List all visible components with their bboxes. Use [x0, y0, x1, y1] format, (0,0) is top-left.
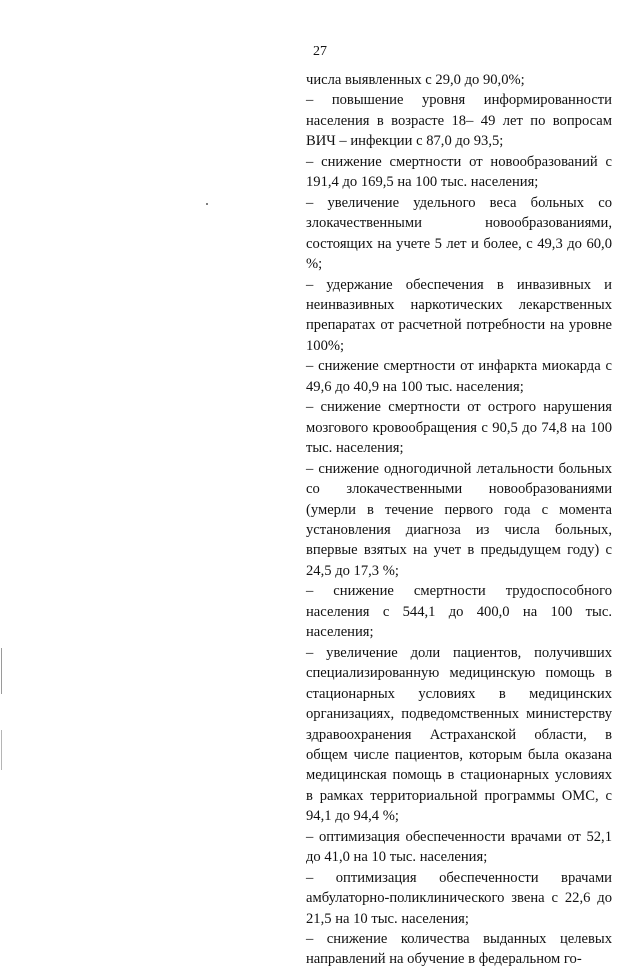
paragraph: – снижение смертности от инфаркта миокарда с 49,6 до 40,9 на 100 тыс. населения;	[306, 358, 612, 395]
paragraph: – оптимизация обеспеченности врачами от 52,1 до 41,0 на 10 тыс. населения;	[306, 828, 612, 866]
scan-edge-mark	[1, 730, 2, 770]
paragraph: – увеличение доли пациентов, получивших специализированную медицинскую помощь в стационарных условиях в медицинских организациях, подведомственных министерству здравоохранения Астраханской области, в общем числе пациентов, которым была оказана медицинская помощь в стационарных условиях в рамках территориальной программы ОМС, с 94,1 до 94,4 %;	[306, 644, 612, 825]
paragraph: – оптимизация обеспеченности врачами амбулаторно-поликлинического звена с 22,6 до 21,5 на 10 тыс. населения;	[306, 869, 612, 927]
paragraph: – удержание обеспечения в инвазивных и неинвазивных наркотических лекарственных препаратах от расчетной потребности на уровне 100%;	[306, 276, 612, 354]
paragraph: – снижение одногодичной летальности больных со злокачественными новообразованиями (умерли в течение первого года с момента установления диагноза из числа больных, впервые взятых на учет в предыдущем году) с 24,5 до 17,3 %;	[306, 460, 612, 579]
paragraph: – снижение смертности от острого нарушения мозгового кровообращения с 90,5 до 74,8 на 100 тыс. населения;	[306, 399, 612, 457]
paragraph: – снижение смертности от новообразований с 191,4 до 169,5 на 100 тыс. населения;	[306, 153, 612, 191]
page-number: 27	[313, 44, 327, 59]
paragraph: – снижение смертности трудоспособного населения с 544,1 до 400,0 на 100 тыс. населения;	[306, 583, 612, 641]
scan-edge-mark	[1, 648, 2, 694]
paragraph: числа выявленных с 29,0 до 90,0%;	[306, 72, 525, 88]
scan-speck	[206, 203, 208, 205]
body-text-column	[306, 70, 612, 970]
paragraph: – снижение количества выданных целевых направлений на обучение в федеральном го-	[306, 931, 612, 968]
paragraph: – повышение уровня информированности населения в возрасте 18– 49 лет по вопросам ВИЧ – инфекции с 87,0 до 93,5;	[306, 92, 612, 150]
paragraph: – увеличение удельного веса больных со злокачественными новообразованиями, состоящих на учете 5 лет и более, с 49,3 до 60,0 %;	[306, 194, 612, 273]
